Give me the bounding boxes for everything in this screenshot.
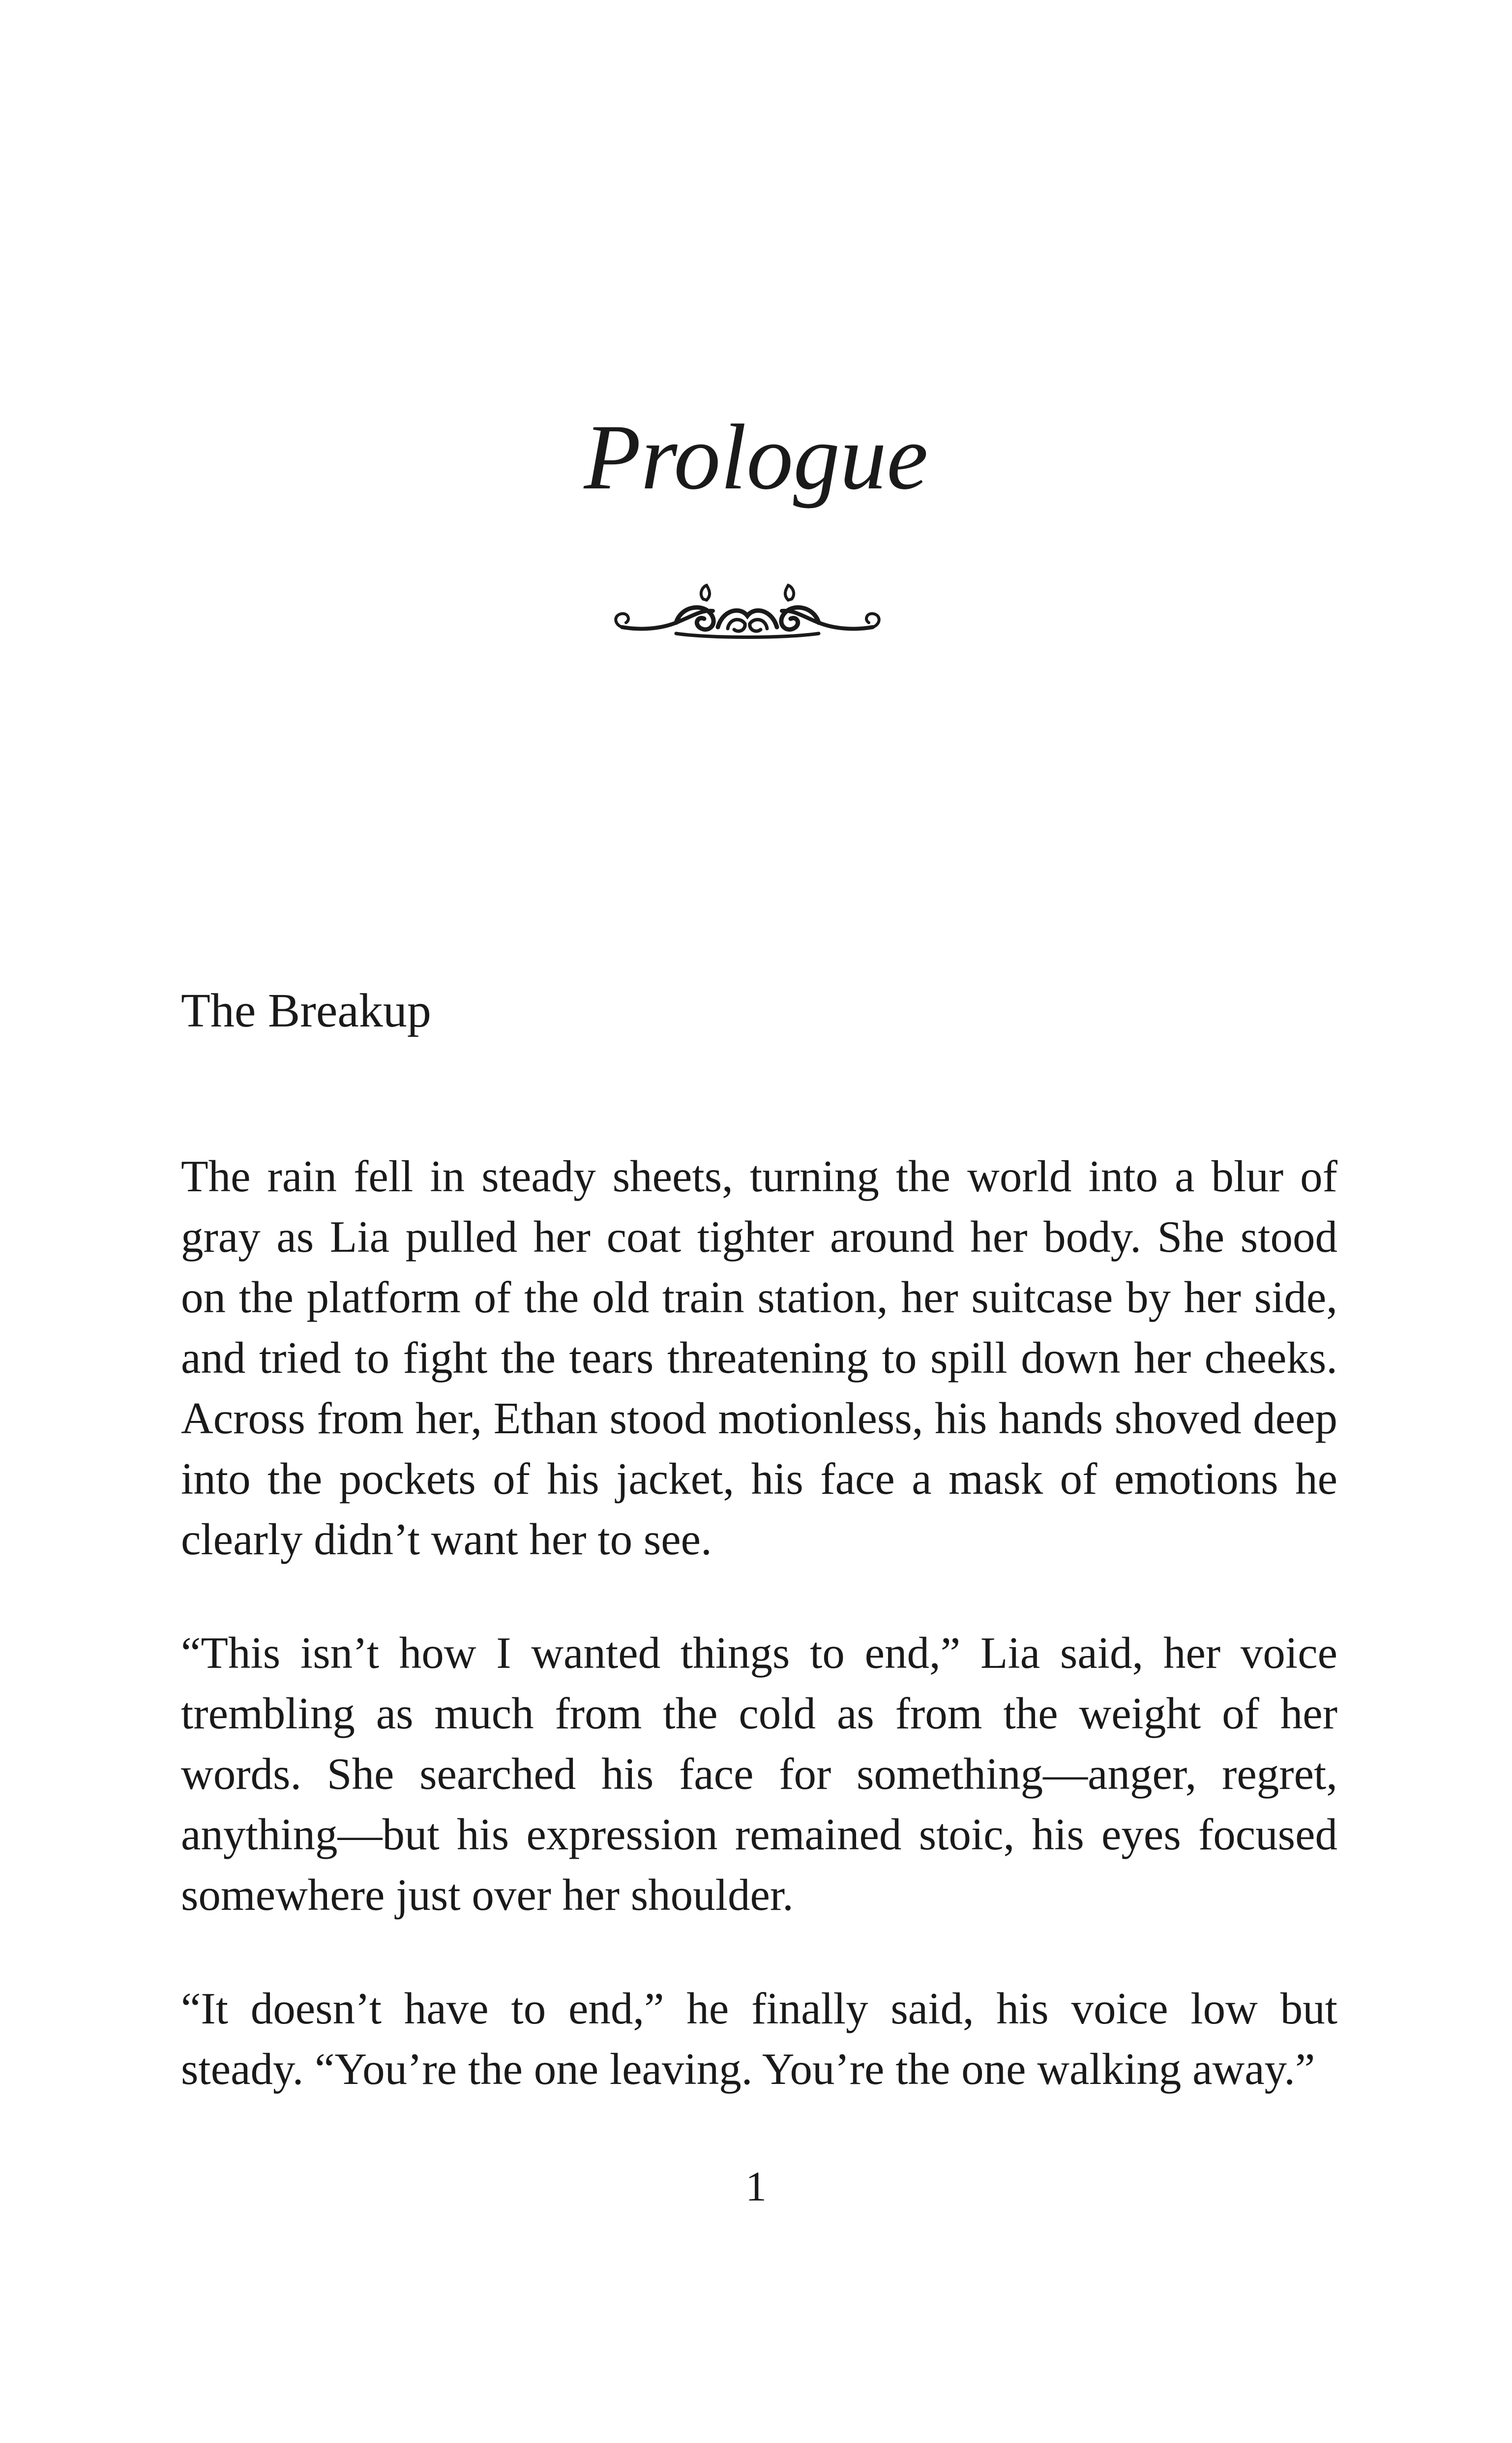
section-heading: The Breakup xyxy=(181,984,431,1037)
body-text xyxy=(181,1146,1337,2152)
flourish-divider-icon xyxy=(602,575,892,649)
paragraph: “This isn’t how I wanted things to end,” Lia said, her voice trembling as much from the cold as from the weight of her words. She searched his face for something—anger, regret, anything—but his expression remained stoic, his eyes focused somewhere just over her shoulder. xyxy=(181,1628,1337,1920)
chapter-title: Prologue xyxy=(584,406,928,509)
paragraph: The rain fell in steady sheets, turning the world into a blur of gray as Lia pulled her coat tighter around her body. She stood on the platform of the old train station, her suitcase by her side, and tried to fight the tears threatening to spill down her cheeks. Across from her, Ethan stood motionless, his hands shoved deep into the pockets of his jacket, his face a mask of emotions he clearly didn’t want her to see. xyxy=(181,1151,1337,1564)
paragraph: “It doesn’t have to end,” he finally said, his voice low but steady. “You’re the one leaving. You’re the one walking away.” xyxy=(181,1984,1337,2094)
page-number: 1 xyxy=(745,2163,767,2210)
